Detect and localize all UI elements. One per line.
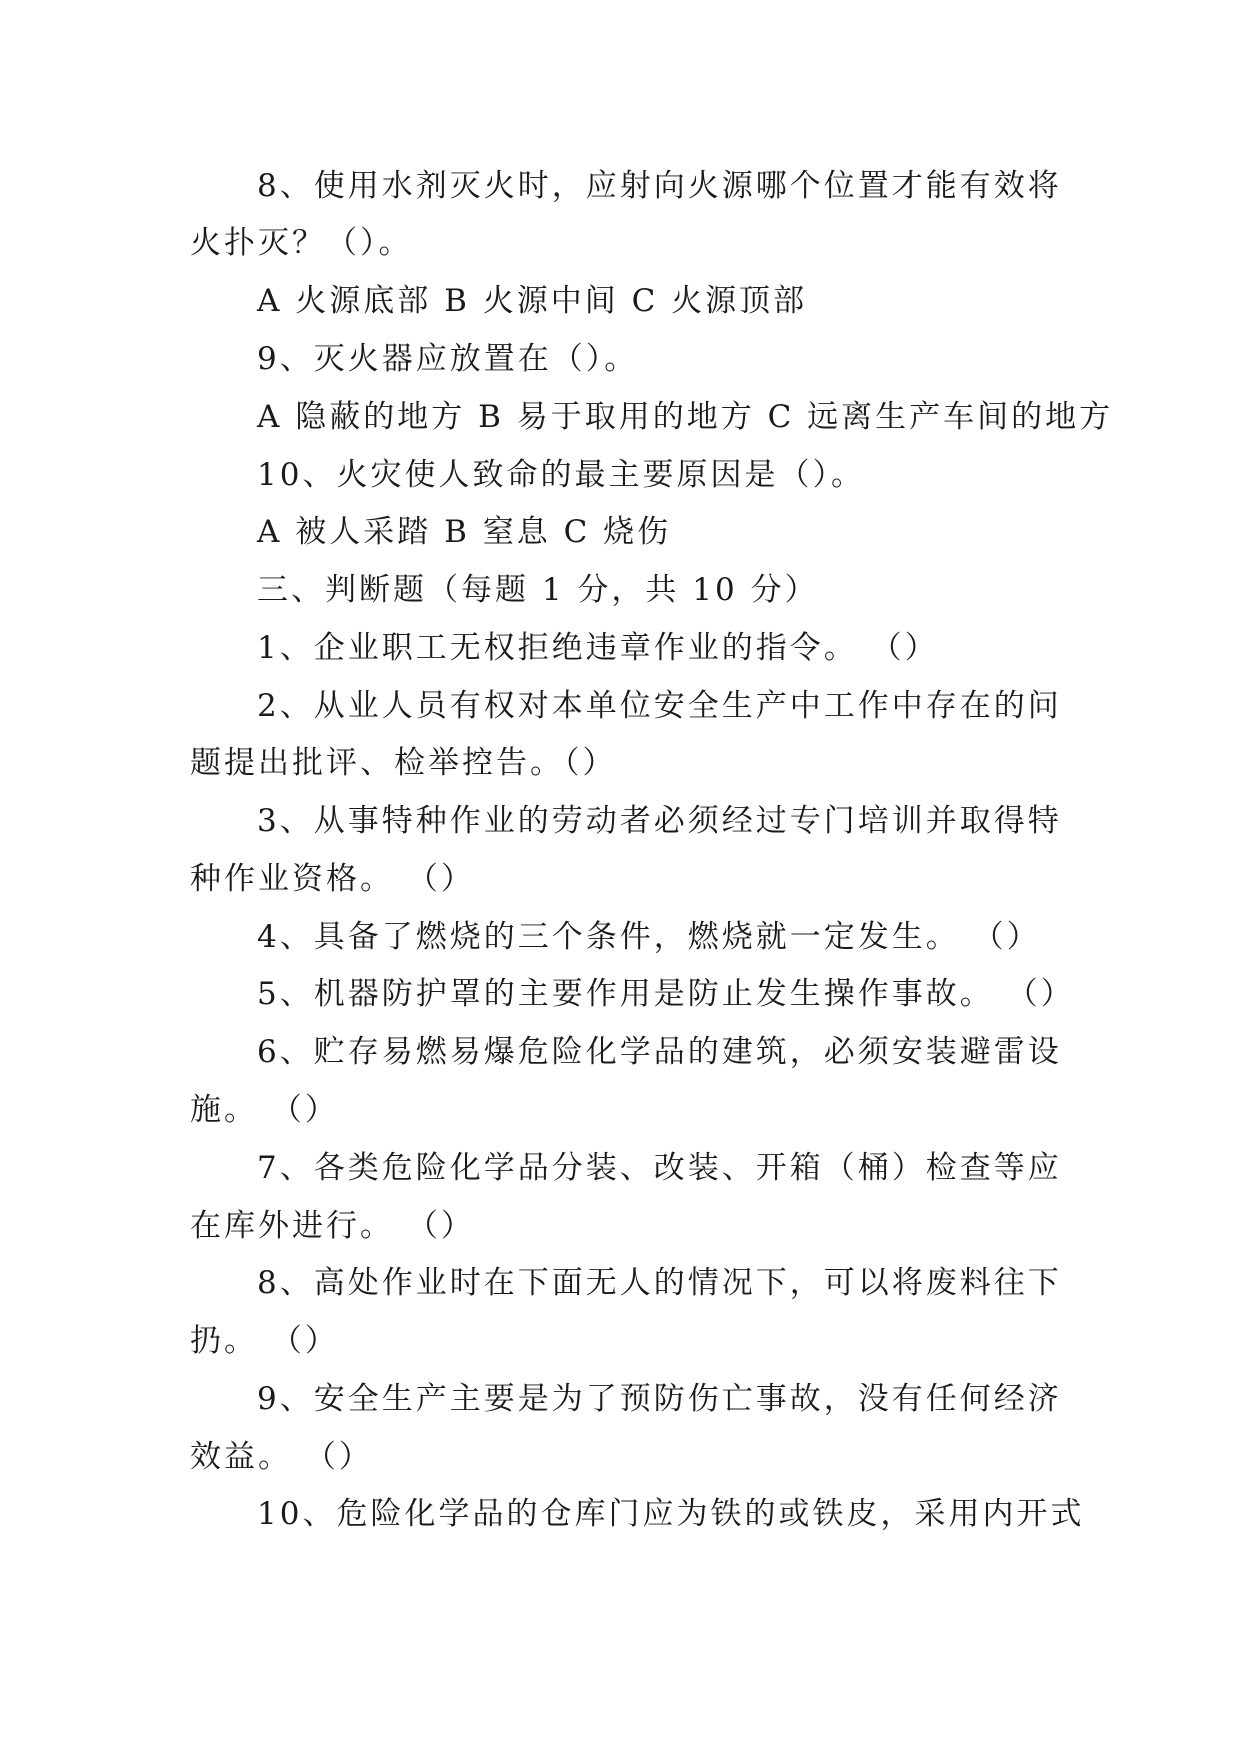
judgment-1: 1、企业职工无权拒绝违章作业的指令。 （） <box>257 630 939 666</box>
judgment-2: 2、从业人员有权对本单位安全生产中工作中存在的问 <box>257 688 1062 724</box>
judgment-7: 7、各类危险化学品分装、改装、开箱（桶）检查等应 <box>257 1150 1062 1186</box>
judgment-6-cont: 施。 （） <box>190 1092 339 1128</box>
question-9-stem: 9、灭火器应放置在（）。 <box>257 341 639 377</box>
judgment-7-cont: 在库外进行。 （） <box>190 1208 475 1244</box>
judgment-5: 5、机器防护罩的主要作用是防止发生操作事故。 （） <box>257 976 1075 1012</box>
question-10-stem: 10、火灾使人致命的最主要原因是（）。 <box>257 457 865 493</box>
question-9-options: A 隐蔽的地方 B 易于取用的地方 C 远离生产车间的地方 <box>257 399 1114 435</box>
judgment-3: 3、从事特种作业的劳动者必须经过专门培训并取得特 <box>257 803 1062 839</box>
judgment-8: 8、高处作业时在下面无人的情况下，可以将废料往下 <box>257 1265 1062 1301</box>
question-8-stem-cont: 火扑灭？（）。 <box>190 225 413 261</box>
section-heading: 三、判断题（每题 1 分，共 10 分） <box>257 572 819 608</box>
question-8-options: A 火源底部 B 火源中间 C 火源顶部 <box>257 283 808 319</box>
judgment-9: 9、安全生产主要是为了预防伤亡事故，没有任何经济 <box>257 1381 1062 1417</box>
question-10-options: A 被人采踏 B 窒息 C 烧伤 <box>257 514 672 550</box>
judgment-10: 10、危险化学品的仓库门应为铁的或铁皮，采用内开式 <box>257 1496 1085 1532</box>
judgment-6: 6、贮存易燃易爆危险化学品的建筑，必须安装避雷设 <box>257 1034 1062 1070</box>
judgment-4: 4、具备了燃烧的三个条件，燃烧就一定发生。 （） <box>257 919 1041 955</box>
judgment-9-cont: 效益。 （） <box>190 1439 373 1475</box>
judgment-8-cont: 扔。 （） <box>190 1323 339 1359</box>
question-8-stem: 8、使用水剂灭火时，应射向火源哪个位置才能有效将 <box>257 168 1062 204</box>
judgment-3-cont: 种作业资格。 （） <box>190 861 475 897</box>
judgment-2-cont: 题提出批评、检举控告。（） <box>190 745 617 781</box>
